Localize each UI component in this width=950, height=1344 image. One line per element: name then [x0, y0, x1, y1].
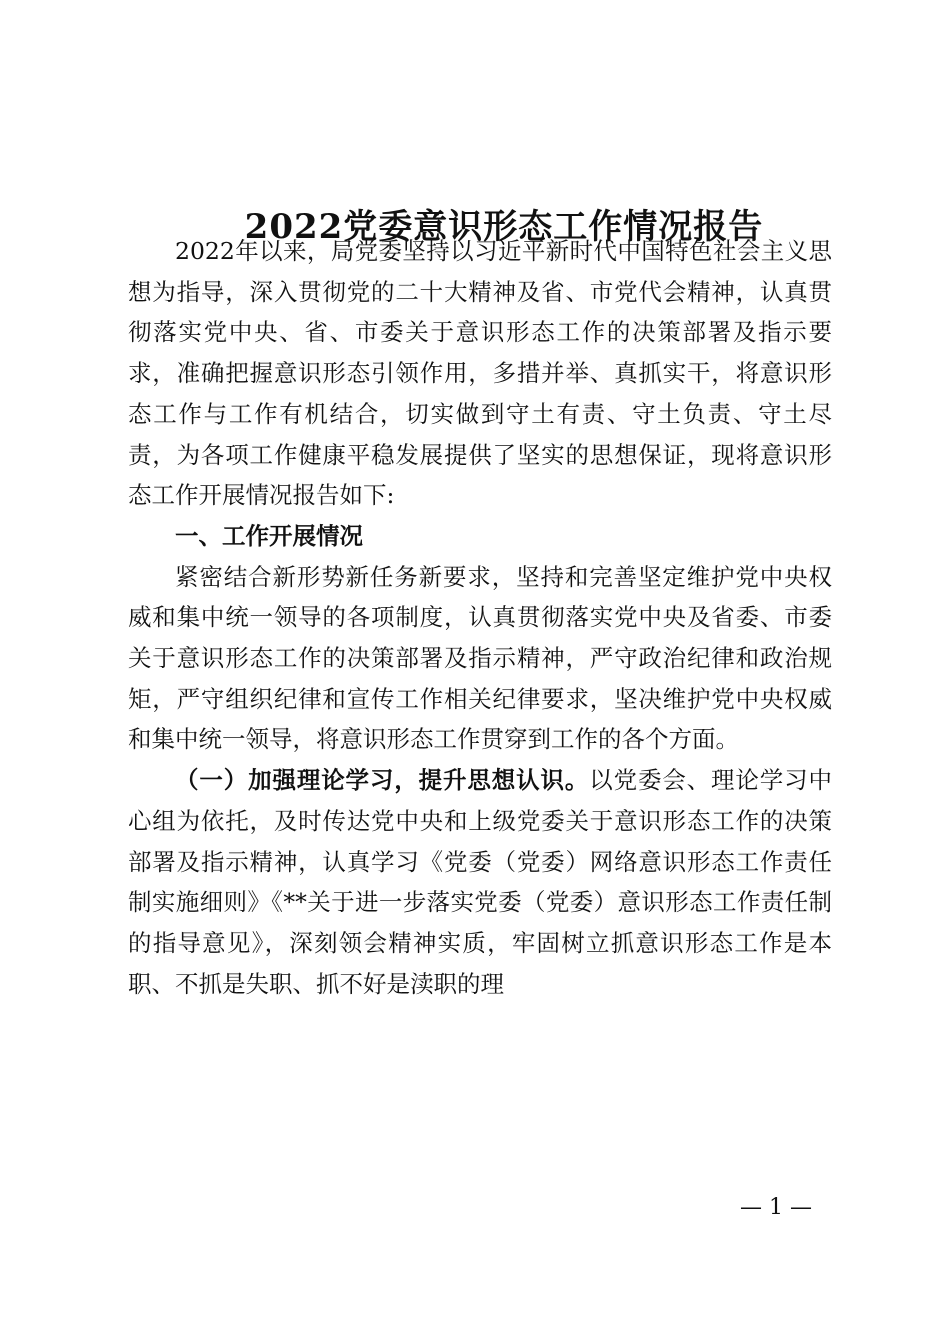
subsection-text: 以党委会、理论学习中心组为依托，及时传达党中央和上级党委关于意识形态工作的决策部署及指示精神，认真学习《党委（党委）网络意识形态工作责任制实施细则》《**关于进一步落实党委（党委）意识形态工作责任制的指导意见》，深刻领会精神实质，牢固树立抓意识形态工作是本职、不抓是失职、抓不好是渎职的理 — [128, 766, 833, 998]
section-paragraph: 紧密结合新形势新任务新要求，坚持和完善坚定维护党中央权威和集中统一领导的各项制度，认真贯彻落实党中央及省委、市委关于意识形态工作的决策部署及指示精神，严守政治纪律和政治规矩，严守组织纪律和宣传工作相关纪律要求，坚决维护党中央权威和集中统一领导，将意识形态工作贯穿到工作的各个方面。 — [128, 562, 832, 754]
page-title: 2022党委意识形态工作情况报告 — [244, 206, 764, 247]
page-number: — 1 — — [740, 1195, 812, 1220]
document-body — [128, 231, 832, 1004]
subsection-heading: （一）加强理论学习，提升思想认识。 — [175, 766, 590, 795]
section-heading: 一、工作开展情况 — [175, 521, 363, 550]
subsection-paragraph — [128, 760, 832, 1004]
intro-paragraph: 2022年以来，局党委坚持以习近平新时代中国特色社会主义思想为指导，深入贯彻党的二十大精神及省、市党代会精神，认真贯彻落实党中央、省、市委关于意识形态工作的决策部署及指示要求，准确把握意识形态引领作用，多措并举、真抓实干，将意识形态工作与工作有机结合，切实做到守土有责、守土负责、守土尽责，为各项工作健康平稳发展提供了坚实的思想保证，现将意识形态工作开展情况报告如下: — [128, 237, 832, 510]
